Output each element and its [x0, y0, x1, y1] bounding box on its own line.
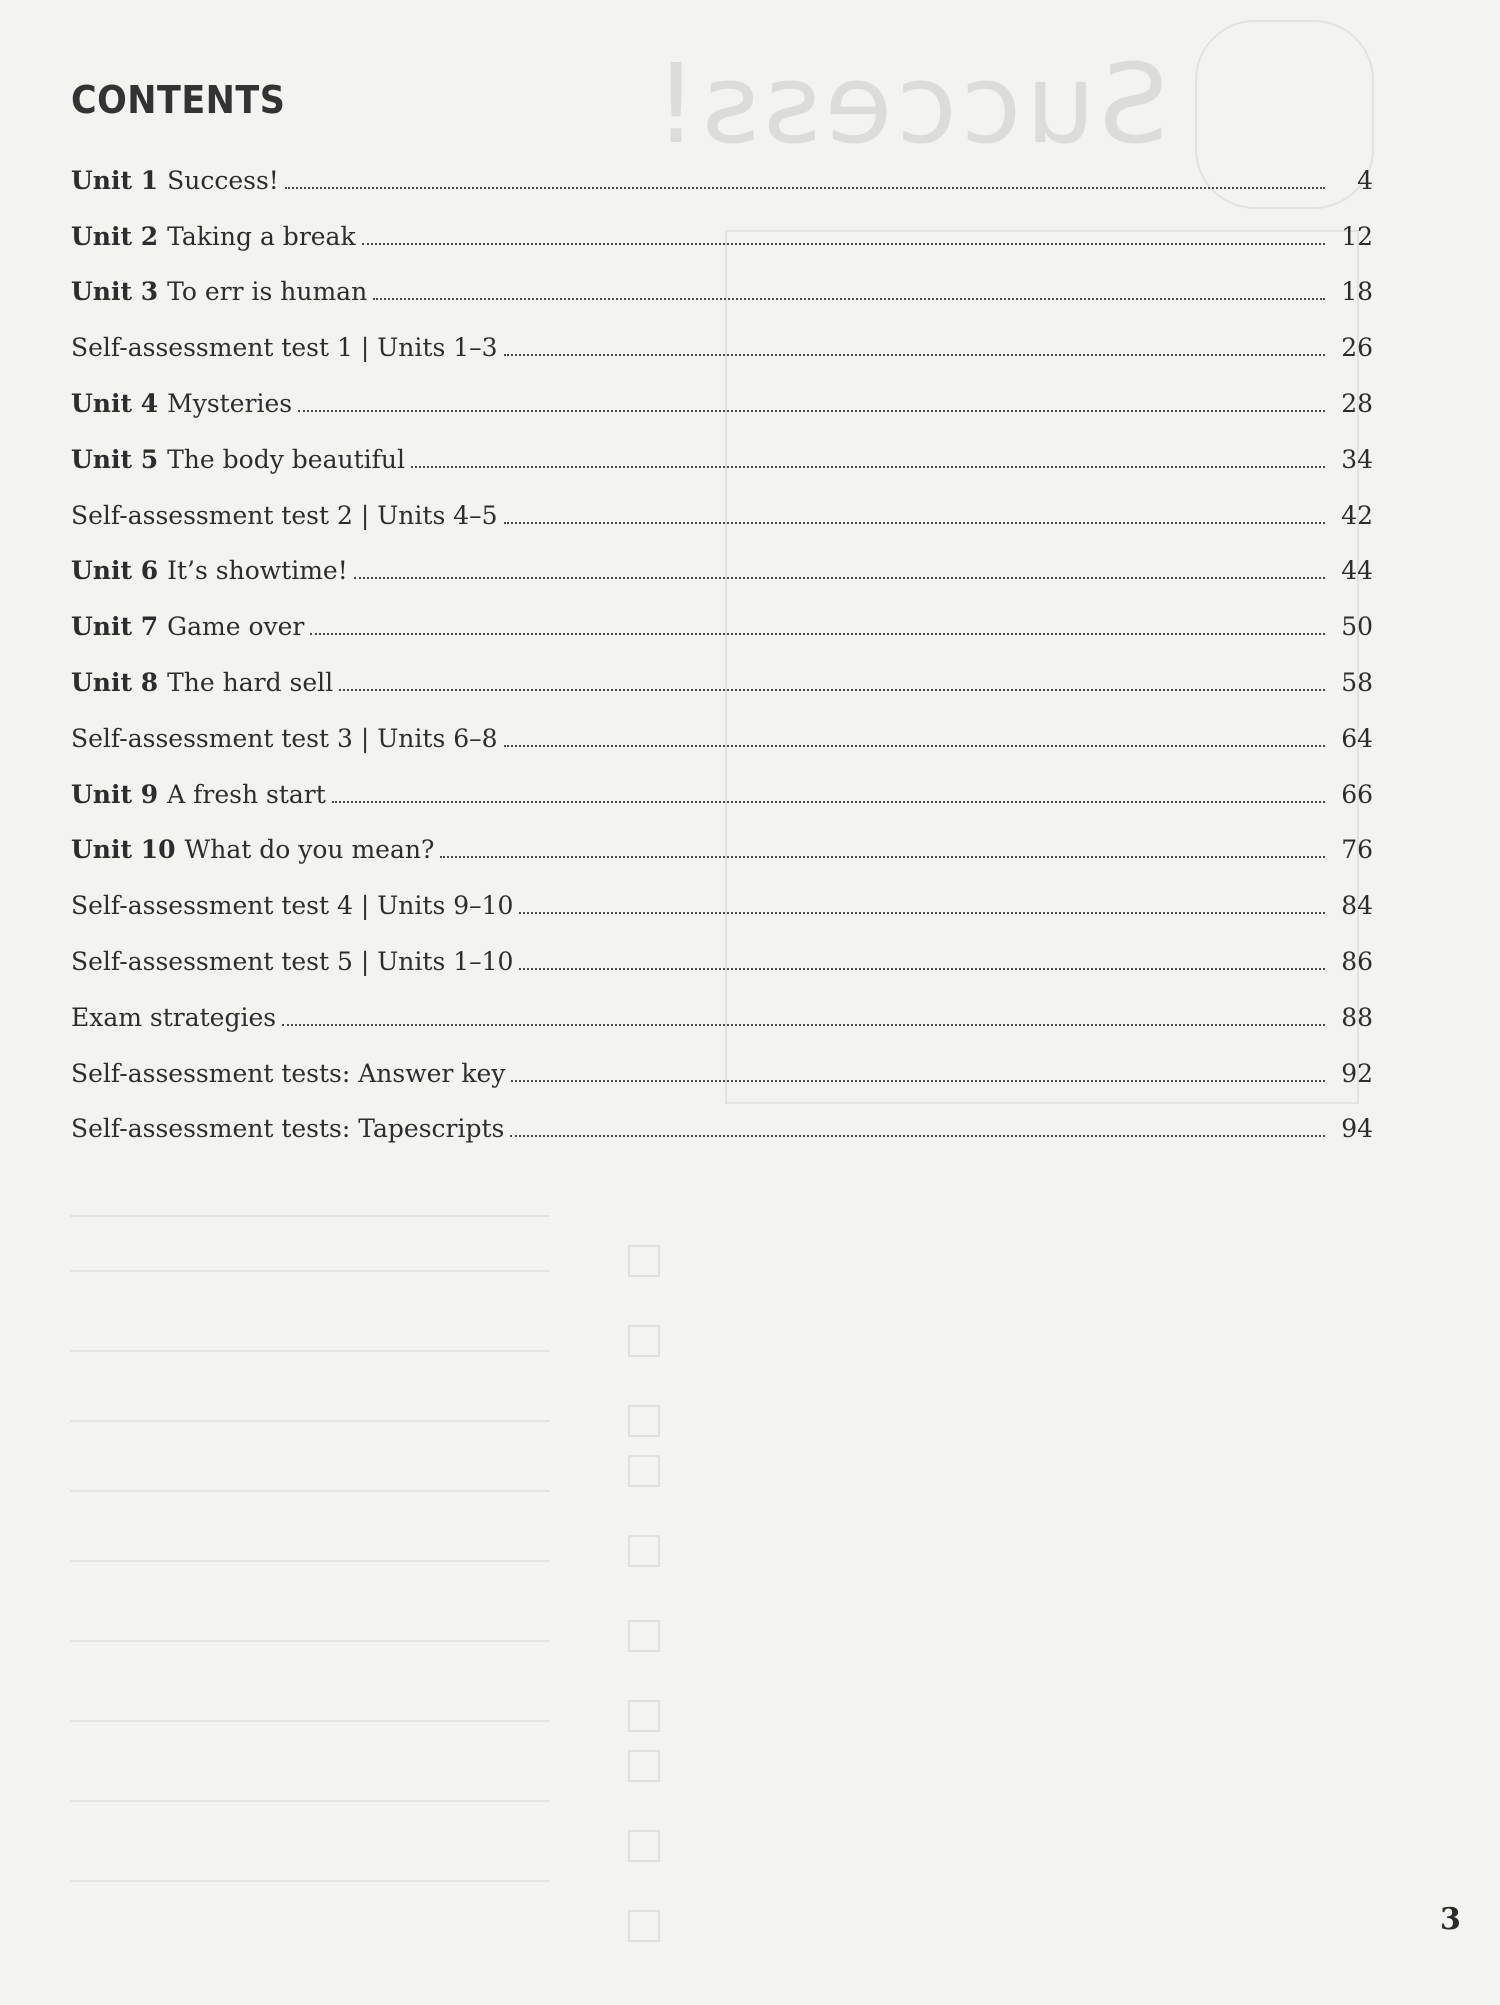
toc-entry-title: Self-assessment test 4 | Units 9–10: [71, 891, 514, 921]
show-through-rule: [70, 1720, 550, 1722]
dot-leader: [282, 1024, 1325, 1026]
toc-entry-title: Self-assessment test 2 | Units 4–5: [71, 500, 498, 530]
dot-leader: [504, 745, 1325, 747]
toc-entry[interactable]: [71, 810, 1373, 866]
toc-unit-label: Unit 5: [71, 444, 159, 474]
dot-leader: [504, 354, 1325, 356]
show-through-checkbox: [628, 1830, 660, 1862]
page-title: CONTENTS: [71, 78, 286, 122]
toc-entry-title: Game over: [167, 612, 305, 642]
toc-entry-label: [71, 1114, 504, 1144]
dot-leader: [339, 689, 1325, 691]
toc-entry[interactable]: [71, 586, 1373, 642]
toc-unit-label: Unit 1: [71, 165, 159, 195]
toc-entry-title: What do you mean?: [184, 835, 435, 865]
toc-entry[interactable]: [71, 363, 1373, 419]
toc-page-number: 26: [1341, 333, 1373, 363]
toc-unit-label: Unit 4: [71, 388, 159, 418]
dot-leader: [298, 410, 1325, 412]
toc-entry[interactable]: [71, 754, 1373, 810]
toc-entry-title: Self-assessment tests: Answer key: [71, 1058, 506, 1088]
toc-entry-label: [71, 668, 333, 698]
toc-entry[interactable]: [71, 642, 1373, 698]
toc-unit-label: Unit 3: [71, 277, 159, 307]
toc-page-number: 42: [1341, 500, 1373, 530]
toc-entry[interactable]: [71, 252, 1373, 308]
toc-page-number: 76: [1341, 835, 1373, 865]
toc-entry[interactable]: [71, 307, 1373, 363]
toc-entry[interactable]: [71, 1033, 1373, 1089]
show-through-checkbox: [628, 1535, 660, 1567]
toc-entry[interactable]: [71, 531, 1373, 587]
show-through-rule: [70, 1270, 550, 1272]
dot-leader: [373, 298, 1325, 300]
toc-page-number: 92: [1341, 1058, 1373, 1088]
toc-page-number: 4: [1357, 165, 1373, 195]
show-through-rule: [70, 1640, 550, 1642]
toc-page-number: 88: [1341, 1002, 1373, 1032]
toc-entry-title: Self-assessment test 5 | Units 1–10: [71, 946, 514, 976]
dot-leader: [519, 968, 1325, 970]
toc-entry-title: The hard sell: [167, 667, 334, 697]
dot-leader: [362, 243, 1325, 245]
dot-leader: [285, 187, 1325, 189]
show-through-rule: [70, 1215, 550, 1217]
show-through-rule: [70, 1880, 550, 1882]
toc-page-number: 28: [1341, 388, 1373, 418]
toc-entry-title: Self-assessment test 3 | Units 6–8: [71, 723, 498, 753]
toc-entry-label: [71, 891, 513, 921]
toc-entry-label: [71, 166, 279, 196]
toc-unit-label: Unit 2: [71, 221, 159, 251]
show-through-heading: Success!: [650, 40, 1169, 168]
toc-entry[interactable]: [71, 921, 1373, 977]
toc-page-number: 34: [1341, 444, 1373, 474]
dot-leader: [411, 466, 1325, 468]
toc-page-number: 84: [1341, 891, 1373, 921]
toc-entry-label: [71, 1059, 505, 1089]
show-through-checkbox: [628, 1325, 660, 1357]
toc-entry-label: [71, 333, 498, 363]
toc-entry-label: [71, 389, 292, 419]
show-through-checkbox: [628, 1245, 660, 1277]
dot-leader: [354, 577, 1325, 579]
toc-entry-title: To err is human: [167, 277, 368, 307]
toc-entry-title: Mysteries: [167, 388, 293, 418]
toc-entry-label: [71, 1003, 276, 1033]
toc-page-number: 64: [1341, 723, 1373, 753]
toc-entry-title: Exam strategies: [71, 1002, 277, 1032]
show-through-checkbox: [628, 1620, 660, 1652]
toc-entry-label: [71, 222, 356, 252]
dot-leader: [440, 856, 1325, 858]
toc-entry-title: The body beautiful: [167, 444, 405, 474]
show-through-rule: [70, 1490, 550, 1492]
toc-page-number: 12: [1341, 221, 1373, 251]
toc-entry-title: It’s showtime!: [167, 556, 348, 586]
toc-unit-label: Unit 9: [71, 779, 159, 809]
show-through-checkbox: [628, 1750, 660, 1782]
toc-entry-title: Taking a break: [167, 221, 356, 251]
toc-entry[interactable]: [71, 1089, 1373, 1145]
show-through-rule: [70, 1560, 550, 1562]
toc-entry-label: [71, 445, 405, 475]
toc-unit-label: Unit 8: [71, 667, 159, 697]
toc-entry[interactable]: [71, 698, 1373, 754]
show-through-rule: [70, 1420, 550, 1422]
dot-leader: [332, 801, 1325, 803]
toc-unit-label: Unit 7: [71, 612, 159, 642]
toc-entry-title: Success!: [167, 165, 279, 195]
toc-page-number: 66: [1341, 779, 1373, 809]
dot-leader: [504, 522, 1325, 524]
toc-entry-label: [71, 724, 498, 754]
show-through-checkbox: [628, 1700, 660, 1732]
show-through-rule: [70, 1800, 550, 1802]
toc-entry-label: [71, 556, 348, 586]
toc-entry[interactable]: [71, 140, 1373, 196]
toc-entry-label: [71, 501, 498, 531]
toc-page-number: 44: [1341, 556, 1373, 586]
toc-entry-title: A fresh start: [167, 779, 326, 809]
show-through-checkbox: [628, 1910, 660, 1942]
toc-entry-title: Self-assessment tests: Tapescripts: [71, 1114, 505, 1144]
toc-unit-label: Unit 10: [71, 835, 176, 865]
dot-leader: [310, 633, 1325, 635]
dot-leader: [519, 912, 1325, 914]
toc-page-number: 86: [1341, 946, 1373, 976]
show-through-checkbox: [628, 1455, 660, 1487]
dot-leader: [511, 1080, 1325, 1082]
toc-entry-label: [71, 947, 513, 977]
show-through-rule: [70, 1350, 550, 1352]
toc-page-number: 58: [1341, 667, 1373, 697]
table-of-contents: [71, 140, 1373, 1144]
toc-page-number: 18: [1341, 277, 1373, 307]
toc-entry-label: [71, 780, 326, 810]
toc-page-number: 50: [1341, 612, 1373, 642]
show-through-checkbox: [628, 1405, 660, 1437]
page-number: 3: [1440, 1902, 1461, 1937]
dot-leader: [510, 1135, 1325, 1137]
toc-entry[interactable]: [71, 419, 1373, 475]
toc-entry[interactable]: [71, 196, 1373, 252]
toc-page-number: 94: [1341, 1114, 1373, 1144]
toc-entry[interactable]: [71, 865, 1373, 921]
toc-entry[interactable]: [71, 977, 1373, 1033]
toc-entry-label: [71, 612, 304, 642]
toc-unit-label: Unit 6: [71, 556, 159, 586]
toc-entry[interactable]: [71, 475, 1373, 531]
toc-entry-label: [71, 835, 434, 865]
toc-entry-title: Self-assessment test 1 | Units 1–3: [71, 333, 498, 363]
toc-entry-label: [71, 277, 367, 307]
